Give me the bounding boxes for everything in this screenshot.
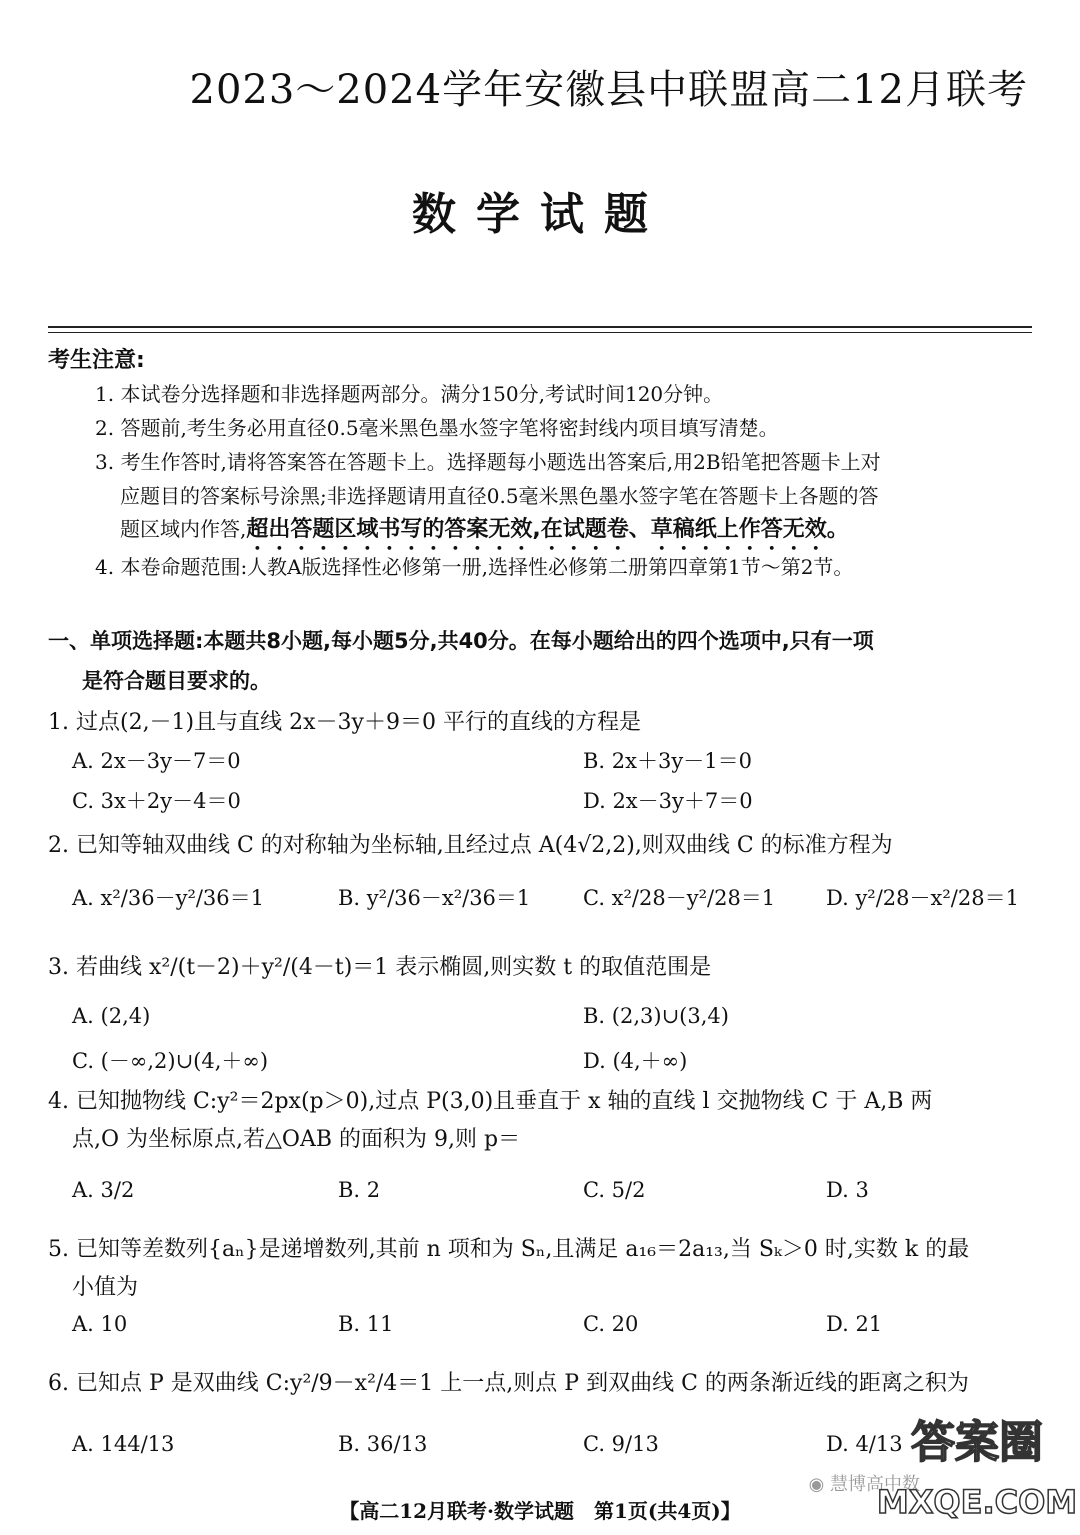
question-1-option-c: C. 3x＋2y－4＝0 bbox=[72, 789, 241, 813]
notice-item-3-end bbox=[120, 512, 849, 555]
question-5-option-c: C. 20 bbox=[583, 1312, 639, 1336]
divider-thick bbox=[48, 326, 1032, 328]
question-3-option-a: A. (2,4) bbox=[72, 1004, 151, 1028]
notice-warning: 超出答题区域书写的答案无效,在试题卷、草稿纸上作答无效。 bbox=[246, 517, 849, 542]
notice-item-3-cont: 应题目的答案标号涂黑;非选择题请用直径0.5毫米黑色墨水签字笔在答题卡上各题的答 bbox=[120, 484, 879, 508]
question-4-stem: 4. 已知抛物线 C:y²＝2px(p＞0),过点 P(3,0)且垂直于 x 轴的直线 l 交抛物线 C 于 A,B 两 bbox=[48, 1089, 933, 1114]
question-4-option-c: C. 5/2 bbox=[583, 1178, 646, 1202]
question-1-option-a: A. 2x－3y－7＝0 bbox=[72, 749, 241, 773]
exam-title: 2023～2024学年安徽县中联盟高二12月联考 bbox=[189, 67, 1028, 113]
question-3-option-d: D. (4,＋∞) bbox=[583, 1049, 688, 1073]
question-2-option-a: A. x²/36－y²/36＝1 bbox=[72, 886, 265, 910]
divider-thin bbox=[48, 332, 1032, 333]
question-6-option-d: D. 4/13 bbox=[826, 1432, 903, 1456]
question-3-option-b: B. (2,3)∪(3,4) bbox=[583, 1004, 729, 1028]
question-5-stem: 5. 已知等差数列{aₙ}是递增数列,其前 n 项和为 Sₙ,且满足 a₁₆＝2a₁₃,当 Sₖ＞0 时,实数 k 的最 bbox=[48, 1237, 970, 1262]
section-heading-cont: 是符合题目要求的。 bbox=[82, 669, 271, 693]
question-6-option-b: B. 36/13 bbox=[338, 1432, 428, 1456]
page-footer: 【高二12月联考·数学试题 第1页(共4页)】 bbox=[339, 1499, 741, 1523]
question-3-option-c: C. (－∞,2)∪(4,＋∞) bbox=[72, 1049, 269, 1073]
notice-item-3-tail: 题区域内作答, bbox=[120, 517, 247, 541]
question-5-stem-cont: 小值为 bbox=[72, 1275, 139, 1300]
section-heading: 一、单项选择题:本题共8小题,每小题5分,共40分。在每小题给出的四个选项中,只有一项 bbox=[48, 629, 874, 653]
subject-title: 数学试题 bbox=[412, 189, 668, 240]
question-1-option-d: D. 2x－3y＋7＝0 bbox=[583, 789, 753, 813]
question-6-stem: 6. 已知点 P 是双曲线 C:y²/9－x²/4＝1 上一点,则点 P 到双曲线 C 的两条渐近线的距离之积为 bbox=[48, 1371, 969, 1396]
question-6-option-c: C. 9/13 bbox=[583, 1432, 659, 1456]
watermark-logo bbox=[876, 1405, 1078, 1525]
notice-item-4: 4. 本卷命题范围:人教A版选择性必修第一册,选择性必修第二册第四章第1节～第2节。 bbox=[95, 555, 854, 579]
question-2-option-d: D. y²/28－x²/28＝1 bbox=[826, 886, 1019, 910]
notice-item-1: 1. 本试卷分选择题和非选择题两部分。满分150分,考试时间120分钟。 bbox=[95, 382, 724, 406]
question-4-option-a: A. 3/2 bbox=[72, 1178, 135, 1202]
notice-heading: 考生注意: bbox=[48, 348, 145, 373]
notice-item-3: 3. 考生作答时,请将答案答在答题卡上。选择题每小题选出答案后,用2B铅笔把答题卡上对 bbox=[95, 450, 881, 474]
wechat-icon: ◉ bbox=[808, 1474, 830, 1495]
question-3-stem: 3. 若曲线 x²/(t－2)＋y²/(4－t)＝1 表示椭圆,则实数 t 的取值范围是 bbox=[48, 955, 712, 980]
question-5-option-b: B. 11 bbox=[338, 1312, 394, 1336]
question-4-option-b: B. 2 bbox=[338, 1178, 381, 1202]
question-4-option-d: D. 3 bbox=[826, 1178, 869, 1202]
question-4-stem-cont: 点,O 为坐标原点,若△OAB 的面积为 9,则 p＝ bbox=[72, 1127, 521, 1152]
question-1-stem: 1. 过点(2,－1)且与直线 2x－3y＋9＝0 平行的直线的方程是 bbox=[48, 710, 641, 735]
question-2-option-b: B. y²/36－x²/36＝1 bbox=[338, 886, 531, 910]
question-1-option-b: B. 2x＋3y－1＝0 bbox=[583, 749, 752, 773]
question-2-option-c: C. x²/28－y²/28＝1 bbox=[583, 886, 776, 910]
notice-item-2: 2. 答题前,考生务必用直径0.5毫米黑色墨水签字笔将密封线内项目填写清楚。 bbox=[95, 416, 779, 440]
question-5-option-d: D. 21 bbox=[826, 1312, 883, 1336]
question-6-option-a: A. 144/13 bbox=[72, 1432, 175, 1456]
question-2-stem: 2. 已知等轴双曲线 C 的对称轴为坐标轴,且经过点 A(4√2,2),则双曲线 C 的标准方程为 bbox=[48, 833, 893, 858]
watermark-account-name: 慧博高中数 bbox=[830, 1474, 920, 1495]
watermark-logo-text: 答案圈 bbox=[911, 1417, 1043, 1468]
question-5-option-a: A. 10 bbox=[72, 1312, 128, 1336]
watermark-logo-url: MXQE.COM bbox=[876, 1483, 1078, 1521]
